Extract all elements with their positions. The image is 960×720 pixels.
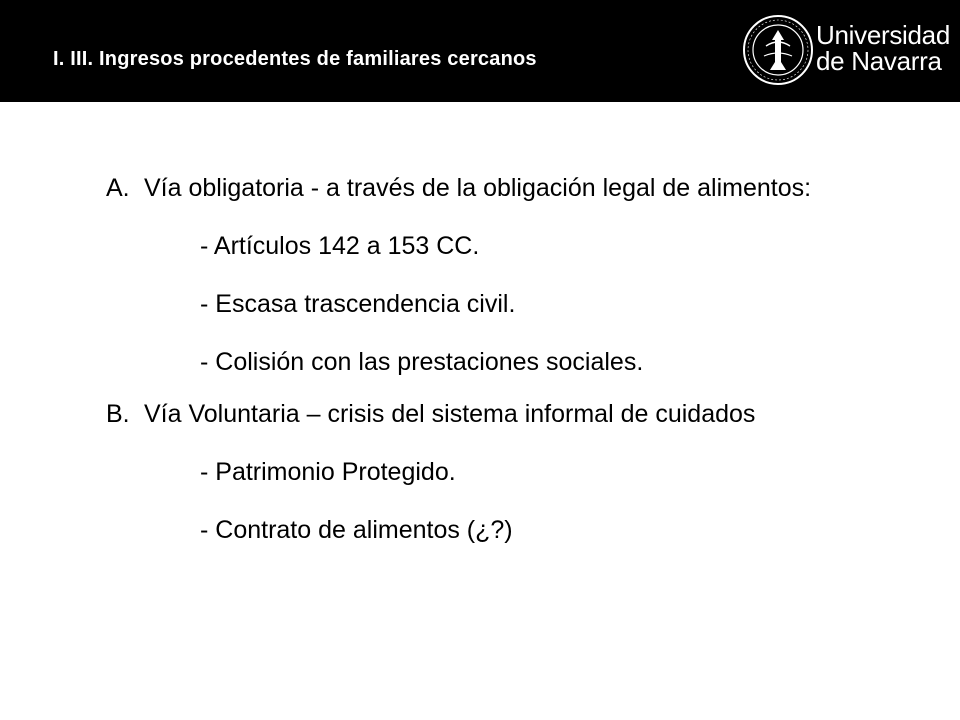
- slide-header: [0, 0, 960, 102]
- sub-item: - Contrato de alimentos (¿?): [200, 516, 513, 544]
- university-logo: [740, 12, 950, 90]
- list-item-b: [106, 398, 826, 430]
- university-name: [816, 22, 950, 74]
- university-name-line2: de Navarra: [816, 46, 942, 76]
- list-marker: B.: [106, 400, 130, 428]
- list-item-text: Vía obligatoria - a través de la obligación legal de alimentos:: [144, 174, 812, 202]
- list-marker: A.: [106, 174, 130, 202]
- list-item-text: Vía Voluntaria – crisis del sistema informal de cuidados: [144, 400, 756, 428]
- sub-item: - Escasa trascendencia civil.: [200, 290, 516, 318]
- university-seal-icon: [740, 12, 816, 88]
- list-item-a: [106, 172, 826, 204]
- slide-body: [106, 172, 826, 546]
- sub-item: - Artículos 142 a 153 CC.: [200, 232, 480, 260]
- sub-item: - Colisión con las prestaciones sociales.: [200, 348, 644, 376]
- slide-title: I. III. Ingresos procedentes de familiares cercanos: [53, 48, 537, 70]
- university-name-line1: Universidad: [816, 20, 950, 50]
- sub-item: - Patrimonio Protegido.: [200, 458, 456, 486]
